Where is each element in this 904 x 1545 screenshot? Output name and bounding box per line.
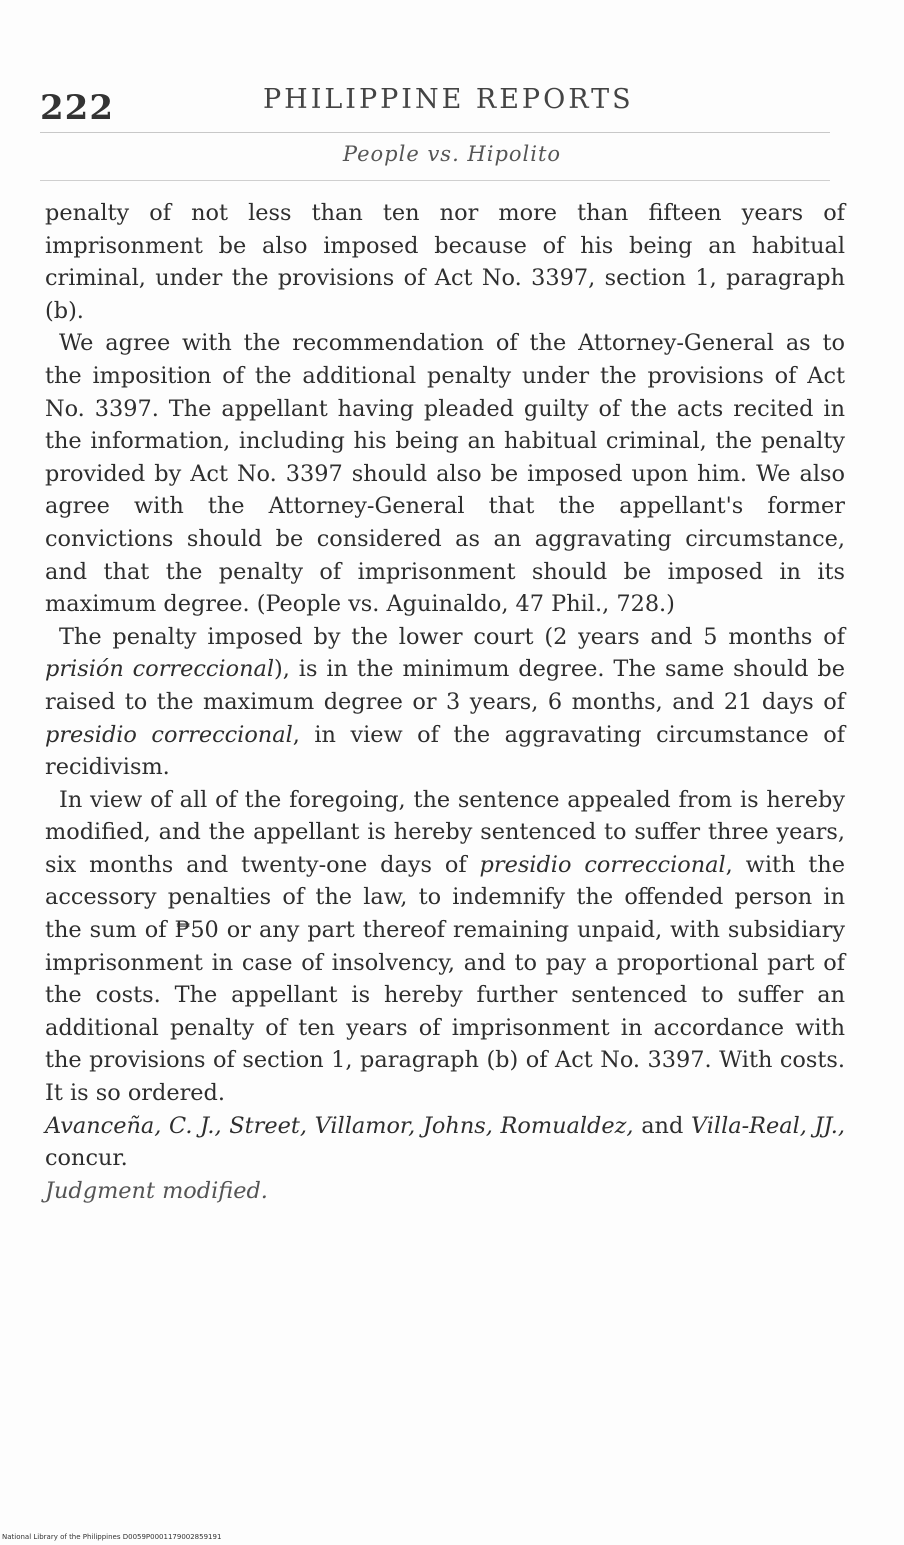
concurrence-and: and	[633, 1112, 691, 1139]
paragraph-4-text-b: , with the accessory penalties of the law, to indemnify the offended person in the sum of ₱50 or any part thereof remaining unpaid, with subsidiary imprisonment in case of insolvency, and to pay a proportional part of the costs. The appellant is hereby further sentenced to suffer an additional penalty of ten years of imprisonment in accordance with the provisions of section 1, paragraph (b) of Act No. 3397. With costs. It is so ordered.	[45, 851, 845, 1107]
concurring-justices: Avanceña, C. J., Street, Villamor, Johns, Romualdez,	[45, 1112, 634, 1139]
opinion-body	[45, 197, 845, 1207]
concurrence-verb: concur.	[45, 1145, 128, 1172]
paragraph-3	[45, 621, 845, 784]
case-title-divider	[40, 180, 830, 181]
paragraph-1: penalty of not less than ten nor more than fifteen years of imprisonment be also imposed because of his being an habitual criminal, under the provisions of Act No. 3397, section 1, paragraph (b).	[45, 200, 845, 324]
running-title: PHILIPPINE REPORTS	[263, 84, 634, 115]
case-title: People vs. Hipolito	[342, 142, 562, 166]
paragraph-4-text-a: In view of all of the foregoing, the sentence appealed from is hereby modified, and the appellant is hereby sentenced to suffer three years, six months and twenty-one days of	[45, 786, 845, 878]
paragraph-4	[45, 784, 845, 1110]
paragraph-3-italic-2: presidio correccional	[45, 721, 293, 748]
header-divider	[40, 132, 830, 133]
paragraph-4-italic: presidio correccional	[479, 851, 726, 878]
paragraph-3-text-c: , in view of the aggravating circumstance of recidivism.	[45, 721, 845, 781]
paragraph-3-italic-1: prisión correccional	[45, 656, 275, 683]
concurring-last-justice: Villa-Real, JJ.,	[690, 1112, 845, 1139]
concurrence-line	[45, 1110, 845, 1175]
paragraph-2: We agree with the recommendation of the Attorney-General as to the imposition of the additional penalty under the provisions of Act No. 3397. The appellant having pleaded guilty of the acts recited in the information, including his being an habitual criminal, the penalty provided by Act No. 3397 should also be imposed upon him. We also agree with the Attorney-General that the appellant's former convictions should be considered as an aggravating circumstance, and that the penalty of imprisonment should be imposed in its maximum degree. (People vs. Aguinaldo, 47 Phil., 728.)	[45, 330, 845, 618]
page-number: 222	[40, 88, 114, 128]
paragraph-3-text-b: ), is in the minimum degree. The same should be raised to the maximum degree or 3 years, 6 months, and 21 days of	[45, 656, 845, 715]
paragraph-3-text-a: The penalty imposed by the lower court (2 years and 5 months of	[59, 623, 845, 650]
scan-footer: National Library of the Philippines D0059P0001179002859191	[2, 1533, 222, 1541]
judgment-disposition: Judgment modified.	[45, 1177, 268, 1204]
